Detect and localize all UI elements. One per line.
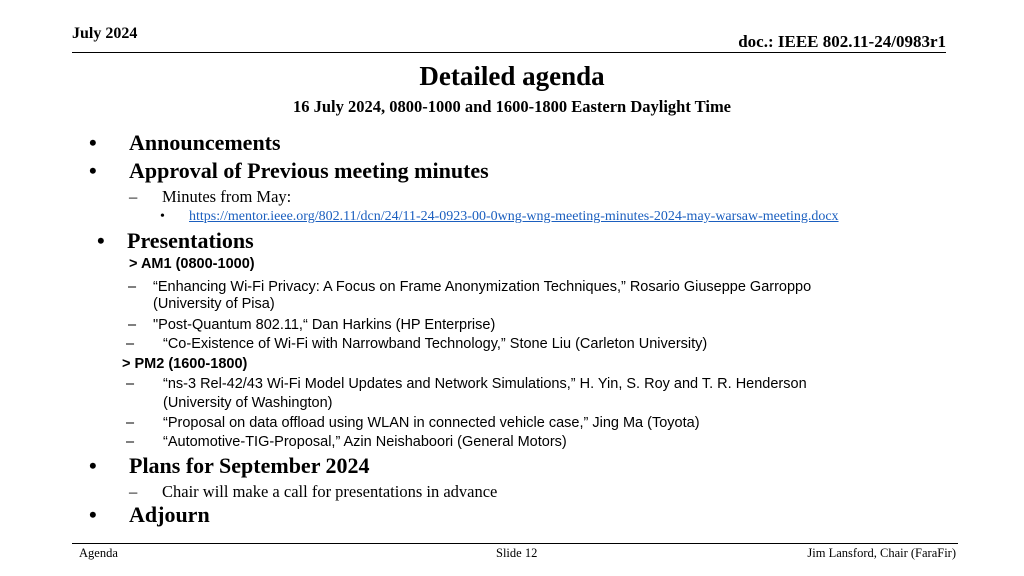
agenda-item-announcements: Announcements (129, 130, 281, 155)
presentation-item-continued: (University of Pisa) (153, 296, 275, 312)
dash-icon: – (129, 187, 138, 206)
session-am1-label: > AM1 (0800-1000) (129, 256, 255, 272)
bullet-icon: • (160, 209, 165, 224)
dash-icon: – (128, 317, 137, 333)
header-date: July 2024 (72, 25, 138, 42)
dash-icon: – (126, 376, 135, 392)
footer-divider (72, 543, 958, 544)
presentation-item: “Enhancing Wi-Fi Privacy: A Focus on Frame Anonymization Techniques,” Rosario Giuseppe Garroppo (153, 279, 812, 295)
agenda-item-adjourn: Adjourn (129, 502, 210, 527)
presentation-item: “Proposal on data offload using WLAN in connected vehicle case,” Jing Ma (Toyota) (163, 415, 700, 431)
agenda-item-approval: Approval of Previous meeting minutes (129, 158, 489, 183)
page-subtitle: 16 July 2024, 0800-1000 and 1600-1800 Eastern Daylight Time (292, 97, 732, 116)
bullet-icon: • (89, 502, 97, 527)
dash-icon: – (126, 415, 135, 431)
bullet-icon: • (89, 130, 97, 155)
minutes-link[interactable]: https://mentor.ieee.org/802.11/dcn/24/11-24-0923-00-0wng-wng-meeting-minutes-2024-may-warsaw-meeting.docx (189, 209, 839, 224)
page-title: Detailed agenda (419, 61, 605, 91)
presentation-item: "Post-Quantum 802.11,“ Dan Harkins (HP Enterprise) (153, 317, 496, 333)
agenda-item-presentations: Presentations (127, 228, 254, 253)
dash-icon: – (126, 336, 135, 352)
header-doc-id: doc.: IEEE 802.11-24/0983r1 (738, 32, 946, 51)
presentation-item: “ns-3 Rel-42/43 Wi-Fi Model Updates and Network Simulations,” H. Yin, S. Roy and T. R. Henderson (163, 376, 807, 392)
header-divider (72, 52, 946, 53)
dash-icon: – (126, 434, 135, 450)
dash-icon: – (128, 279, 137, 295)
footer-left: Agenda (79, 546, 118, 560)
agenda-item-plans: Plans for September 2024 (129, 453, 370, 478)
bullet-icon: • (97, 228, 105, 253)
slide-number: Slide 12 (496, 546, 538, 560)
dash-icon: – (129, 482, 138, 501)
footer-author: Jim Lansford, Chair (FaraFir) (807, 546, 956, 560)
presentation-item-continued: (University of Washington) (163, 395, 333, 411)
bullet-icon: • (89, 158, 97, 183)
bullet-icon: • (89, 453, 97, 478)
session-pm2-label: > PM2 (1600-1800) (122, 356, 248, 372)
minutes-label: Minutes from May: (162, 187, 292, 206)
plans-subitem: Chair will make a call for presentations in advance (162, 482, 498, 501)
presentation-item: “Automotive-TIG-Proposal,” Azin Neishaboori (General Motors) (163, 434, 567, 450)
presentation-item: “Co-Existence of Wi-Fi with Narrowband Technology,” Stone Liu (Carleton University) (163, 336, 708, 352)
